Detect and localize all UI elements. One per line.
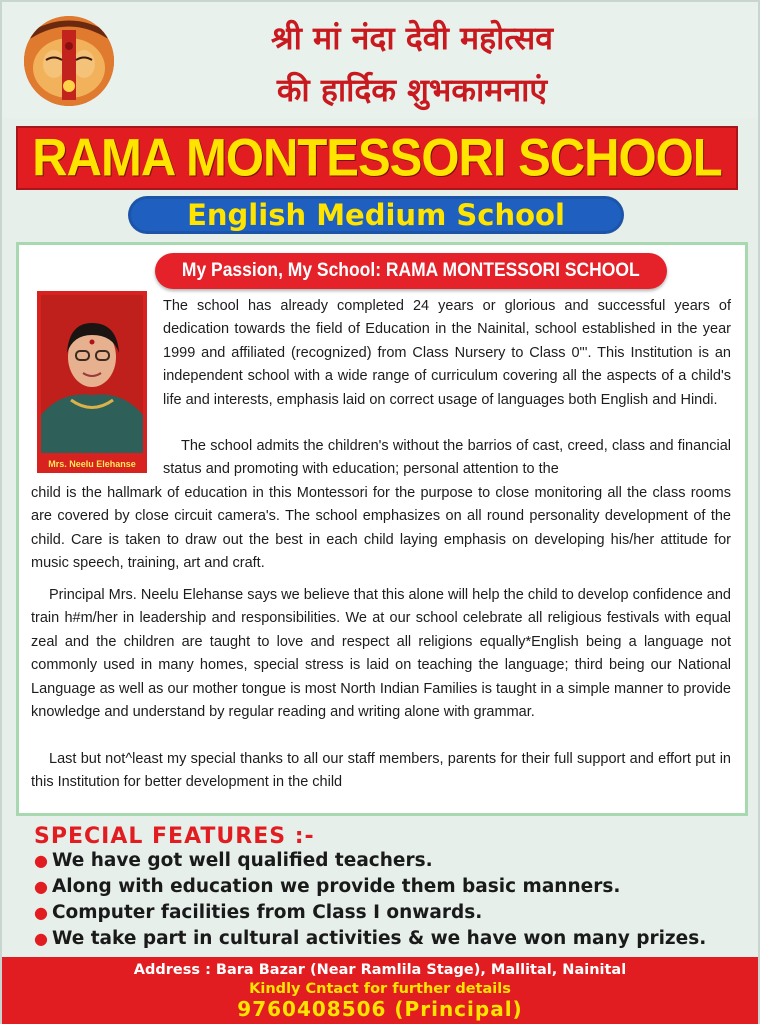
greeting-line-2: की हार्दिक शुभकामनाएं bbox=[276, 71, 548, 109]
contact-prompt: Kindly Cntact for further details bbox=[249, 981, 511, 997]
festival-greeting-header bbox=[2, 2, 758, 118]
feature-item: ● We have got well qualified teachers. bbox=[34, 850, 433, 871]
bullet-icon: ● bbox=[34, 903, 48, 922]
medium-badge bbox=[128, 196, 624, 234]
principal-photo-caption: Mrs. Neelu Elehanse bbox=[48, 459, 136, 469]
article-paragraph-2-end: child is the hallmark of education in this Montessori for the purpose to close monitoring all the class rooms are covered by close circuit camera's. The school emphasizes on all round personality development of the child. Care is taken to draw out the best in each child laying emphasis on developing his/her attitude for music speech, training, art and craft. bbox=[31, 485, 731, 572]
article-heading: My Passion, My School: RAMA MONTESSORI SCHOOL bbox=[182, 260, 640, 281]
feature-item: ● Computer facilities from Class I onwards. bbox=[34, 902, 483, 923]
article-paragraph-4: Last but not^least my special thanks to all our staff members, parents for their full support and effort put in this Institution for better development in the child bbox=[31, 751, 731, 791]
goddess-image bbox=[24, 16, 114, 106]
article-paragraph-1: The school has already completed 24 years or glorious and successful years of dedication towards the field of Education in the Nainital, school established in the year 1999 and affiliated (recognized) from Class Nursery to Class 0"'. This Institution is an independent school with a wide range of curriculum covering all the aspects of a child's life and interests, emphasis laid on correct usage of languages both English and Hindi. bbox=[163, 298, 731, 408]
article-body bbox=[19, 245, 745, 813]
bullet-icon: ● bbox=[34, 929, 48, 948]
feature-item: ● We take part in cultural activities & we have won many prizes. bbox=[34, 928, 707, 949]
article-paragraph-2-start: The school admits the children's without the barrios of cast, creed, class and financial status and promoting with education; personal attention to the bbox=[163, 438, 731, 478]
school-name: RAMA MONTESSORI SCHOOL bbox=[32, 128, 722, 188]
bullet-icon: ● bbox=[34, 851, 48, 870]
address-text: Address : Bara Bazar (Near Ramlila Stage), Mallital, Nainital bbox=[133, 962, 627, 978]
article-paragraph-3: Principal Mrs. Neelu Elehanse says we believe that this alone will help the child to develop confidence and train h#m/her in leadership and responsibilities. We at our school celebrate all religious festivals with equal zeal and the children are taught to love and respect all religions equally*English being a language not commonly used in many homes, special stress is laid on teaching the language; third being our National Language as well as our mother tongue is most North Indian Families is taught in a simple manner to provide knowledge and understand by regular reading and writing alone with grammar. bbox=[31, 587, 731, 721]
feature-item: ● Along with education we provide them basic manners. bbox=[34, 876, 621, 897]
phone-number: 9760408506 (Principal) bbox=[237, 997, 523, 1021]
contact-footer bbox=[2, 957, 758, 1024]
greeting-line-1: श्री मां नंदा देवी महोत्सव bbox=[270, 19, 554, 57]
special-features-title: SPECIAL FEATURES :- bbox=[34, 824, 315, 849]
school-name-banner bbox=[16, 126, 738, 190]
article-frame bbox=[16, 242, 748, 816]
medium-label: English Medium School bbox=[187, 198, 565, 232]
bullet-icon: ● bbox=[34, 877, 48, 896]
goddess-illustration-icon bbox=[24, 16, 114, 106]
